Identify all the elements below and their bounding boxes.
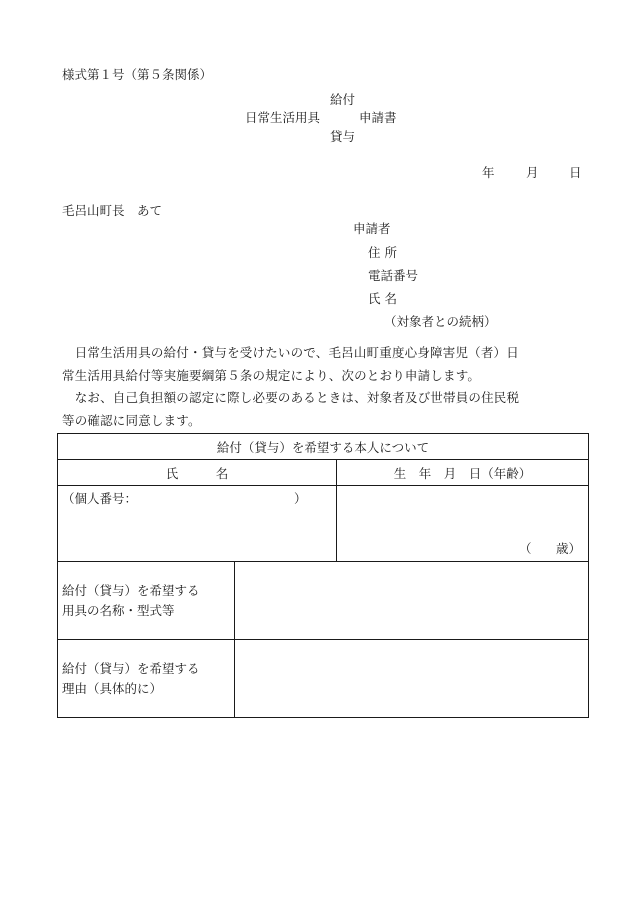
applicant-heading: 申請者: [353, 221, 391, 236]
applicant-relation-label: （対象者との続柄）: [384, 314, 497, 329]
title-option-taiyo: 貸与: [330, 129, 356, 144]
personal-number-close: ）: [294, 491, 307, 506]
applicant-phone-label: 電話番号: [368, 268, 419, 283]
table-header: 給付（貸与）を希望する本人について: [58, 434, 589, 460]
title-main-right: 申請書: [359, 110, 397, 125]
body-text: [62, 342, 592, 432]
column-header-birthdate: 生 年 月 日（年齢）: [337, 460, 589, 486]
title-main-left: 日常生活用具: [245, 110, 321, 125]
reason-input-cell[interactable]: [235, 640, 589, 718]
reason-label-line1: 給付（貸与）を希望する: [62, 660, 200, 676]
addressee: 毛呂山町長 あて: [62, 203, 163, 218]
beneficiary-table: [57, 433, 589, 718]
date-year-label: 年: [482, 165, 495, 180]
age-close: 歳）: [556, 541, 582, 556]
age-open: （: [519, 541, 532, 556]
applicant-name-label: 氏 名: [368, 291, 397, 306]
paragraph2-line2: 等の確認に同意します。: [62, 412, 201, 428]
date-month-label: 月: [526, 165, 539, 180]
paragraph1-line1: 日常生活用具の給付・貸与を受けたいので、毛呂山町重度心身障害児（者）日: [62, 345, 519, 360]
birthdate-input-cell[interactable]: [337, 486, 589, 562]
equipment-label-cell: [58, 562, 235, 640]
date-day-label: 日: [569, 165, 582, 180]
reason-label-line2: 理由（具体的に）: [62, 680, 163, 696]
title-option-kyufu: 給付: [330, 92, 356, 107]
paragraph2-line1: なお、自己負担額の認定に際し必要のあるときは、対象者及び世帯員の住民税: [62, 390, 520, 405]
applicant-address-label: 住 所: [368, 245, 397, 260]
column-header-name: 氏 名: [58, 460, 337, 486]
paragraph1-line2: 常生活用具給付等実施要綱第５条の規定により、次のとおり申請します。: [62, 367, 481, 383]
equipment-label-line1: 給付（貸与）を希望する: [62, 582, 200, 598]
equipment-label-line2: 用具の名称・型式等: [62, 602, 175, 618]
equipment-input-cell[interactable]: [235, 562, 589, 640]
form-number: 様式第１号（第５条関係）: [62, 67, 213, 82]
name-input-cell[interactable]: [58, 486, 337, 562]
reason-label-cell: [58, 640, 235, 718]
personal-number-open: （個人番号：: [62, 491, 138, 506]
